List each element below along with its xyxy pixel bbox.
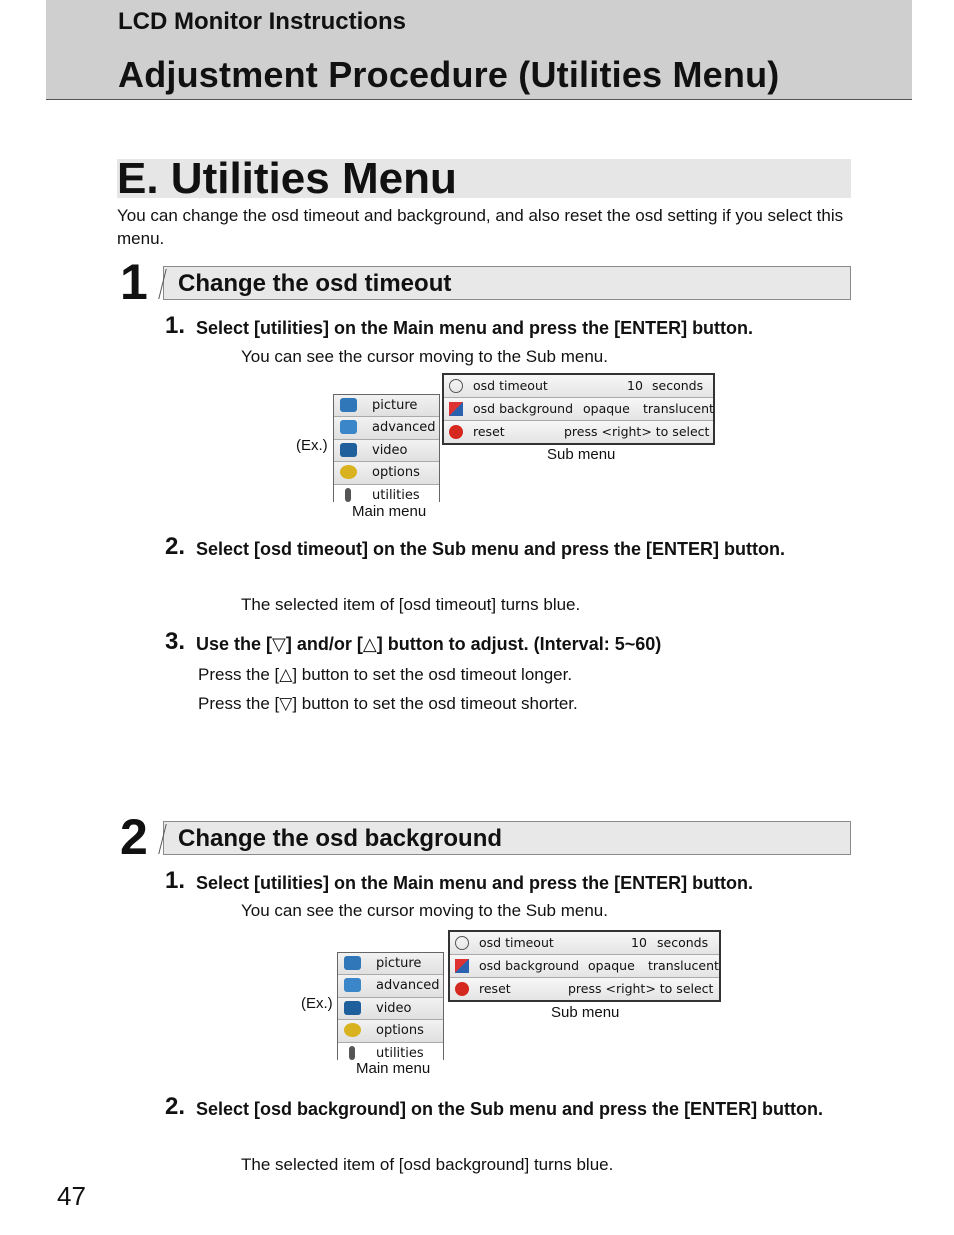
substep-number: 2.: [165, 533, 186, 560]
main-menu-item: picture: [334, 395, 439, 417]
sub-menu-item: reset press <right> to select: [450, 978, 719, 1000]
substep-text: Use the [▽] and/or [△] button to adjust. (Interval: 5~60): [196, 634, 662, 654]
triangle-down-icon: ▽: [279, 694, 293, 713]
main-menu: [333, 394, 440, 502]
step-title-bar-2: [163, 821, 851, 855]
triangle-up-icon: △: [362, 634, 377, 654]
options-icon: [340, 465, 357, 479]
video-icon: [340, 443, 357, 457]
sub-menu-item: osd background opaque translucent: [450, 955, 719, 978]
reset-icon: [455, 982, 469, 996]
sub-menu: [442, 373, 715, 445]
utilities-icon: [345, 488, 351, 502]
substep-desc: You can see the cursor moving to the Sub menu.: [241, 901, 608, 920]
main-menu-caption: Main menu: [352, 503, 427, 520]
sub-menu-caption: Sub menu: [551, 1004, 620, 1021]
substep-desc: The selected item of [osd timeout] turns blue.: [241, 595, 581, 614]
sub-menu-item: reset press <right> to select: [444, 421, 713, 443]
main-menu-item: options: [338, 1020, 443, 1042]
substep-text: Select [osd background] on the Sub menu and press the [ENTER] button.: [196, 1099, 824, 1119]
advanced-icon: [340, 420, 357, 434]
page-number: 47: [57, 1181, 86, 1211]
main-menu-item: advanced: [334, 417, 439, 439]
substep-number: 1.: [165, 867, 186, 894]
header-subtitle: LCD Monitor Instructions: [118, 8, 406, 35]
main-menu-item: utilities: [334, 485, 439, 506]
substep-number: 1.: [165, 312, 186, 339]
section-intro: You can change the osd timeout and background, and also reset the osd setting if you select this menu.: [117, 206, 844, 248]
main-menu-item: utilities: [338, 1043, 443, 1064]
substep-text: Select [utilities] on the Main menu and press the [ENTER] button.: [196, 873, 754, 893]
picture-icon: [344, 956, 361, 970]
substep-number: 3.: [165, 628, 186, 655]
sub-menu-caption: Sub menu: [547, 446, 616, 463]
background-icon: [455, 959, 469, 973]
sub-menu: [448, 930, 721, 1002]
main-menu-item: options: [334, 462, 439, 484]
step-number-1: 1: [120, 254, 148, 310]
ex-label: (Ex.): [301, 995, 333, 1012]
main-menu-item: picture: [338, 953, 443, 975]
advanced-icon: [344, 978, 361, 992]
sub-menu-item: osd background opaque translucent: [444, 398, 713, 421]
substep-desc: You can see the cursor moving to the Sub menu.: [241, 347, 608, 366]
background-icon: [449, 402, 463, 416]
substep-desc: Press the [△] button to set the osd timeout longer.: [198, 665, 573, 684]
substep-text: Select [osd timeout] on the Sub menu and press the [ENTER] button.: [196, 539, 786, 559]
clock-icon: [455, 936, 469, 950]
reset-icon: [449, 425, 463, 439]
options-icon: [344, 1023, 361, 1037]
substep-number: 2.: [165, 1093, 186, 1120]
section-title-bar: [117, 154, 851, 203]
clock-icon: [449, 379, 463, 393]
main-menu-item: video: [334, 440, 439, 462]
video-icon: [344, 1001, 361, 1015]
picture-icon: [340, 398, 357, 412]
sub-menu-item: osd timeout 10 seconds: [444, 375, 713, 398]
main-menu-caption: Main menu: [356, 1060, 431, 1077]
step-title-2: Change the osd background: [178, 825, 503, 852]
step-title-1: Change the osd timeout: [178, 270, 452, 297]
triangle-down-icon: ▽: [272, 634, 286, 654]
ex-label: (Ex.): [296, 437, 328, 454]
sub-menu-item: osd timeout 10 seconds: [450, 932, 719, 955]
step-number-2: 2: [120, 809, 148, 865]
triangle-up-icon: △: [279, 665, 293, 684]
utilities-icon: [349, 1046, 355, 1060]
substep-desc: Press the [▽] button to set the osd timeout shorter.: [198, 694, 578, 713]
section-title: E. Utilities Menu: [117, 154, 457, 203]
page-header: [46, 0, 912, 100]
main-menu-item: advanced: [338, 975, 443, 997]
main-menu: [337, 952, 444, 1060]
header-title: Adjustment Procedure (Utilities Menu): [118, 54, 780, 95]
substep-desc: The selected item of [osd background] turns blue.: [241, 1155, 614, 1174]
step-title-bar-1: [163, 266, 851, 300]
substep-text: Select [utilities] on the Main menu and press the [ENTER] button.: [196, 318, 754, 338]
main-menu-item: video: [338, 998, 443, 1020]
